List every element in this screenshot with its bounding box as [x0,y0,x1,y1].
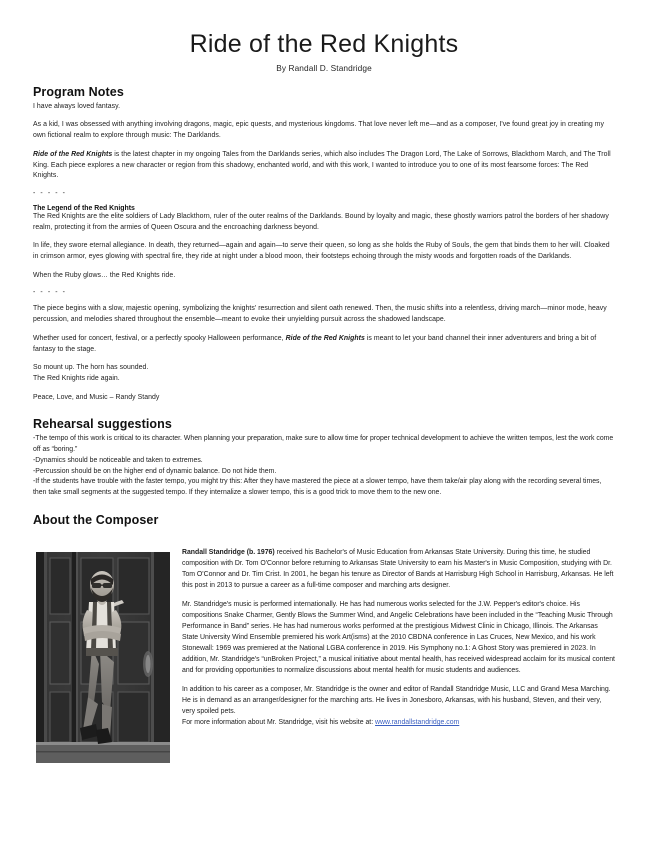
composer-section [33,533,615,729]
closing-line-1: So mount up. The horn has sounded. [33,364,149,372]
work-title-inline: Ride of the Red Knights [33,150,113,158]
composer-name-inline: Randall Standridge (b. 1976) [182,548,275,556]
legend-paragraph-2: In life, they swore eternal allegiance. In death, they returned—again and again—to serve their queen, so long as she holds the Ruby of Souls, the gem that binds them to her will. Cloaked in crimson armor, eyes glowing with spectral fire, they ride at night under a blood moon, their footsteps echoing through the misty woods and forgotten roads of the Darklands. [33,242,610,261]
composer-website-line [182,717,615,728]
list-item: -Dynamics should be noticeable and taken to extremes. [33,456,203,464]
program-notes-paragraph-2: As a kid, I was obsessed with anything involving dragons, magic, epic quests, and mysterious kingdoms. That love never left me—and as a composer, I've found great joy in creating my own fictional realm to explore through music: The Darklands. [33,121,604,140]
composer-biography [182,533,615,729]
document-content [33,0,615,728]
subheading-legend: The Legend of the Red Knights [33,204,135,212]
page-title: Ride of the Red Knights [189,30,459,58]
section-heading-about-composer: About the Composer [33,512,159,527]
paragraph-5-suffix: is meant to let your band channel their inner adventurers and bring a bit of fantasy to the stage. [33,334,597,353]
composer-website-link[interactable]: www.randallstandridge.com [375,719,460,727]
section-separator-1: - - - - - [33,189,67,197]
section-separator-2: - - - - - [33,289,67,297]
composer-paragraph-2: Mr. Standridge's music is performed internationally. He has had numerous works selected for the J.W. Pepper's editor's choice. His compositions Snake Charmer, Gently Blows the Summer Wind, and Angelic Celebrations have been included in the “Teaching Music Through Performance in Band” series. He has had numerous works performed at the prestigious Midwest Clinic in Chicago, Illinois. The Arkansas State University Wind Ensemble premiered his work Art(isms) at the 2010 CBDNA conference in Las Cruces, New Mexico, and his work Stonewall: 1969 was premiered at the National LGBA conference in 2019. His Symphony no.1: A Ghost Story was premiered in 2023. In addition, Mr. Standridge's “unBroken Project,” a musical initiative about mental health, has received widespread acclaim for its musical content and for providing opportunities to normalize discussions about mental health for music students and audiences. [182,600,615,675]
composer-portrait-photo [36,552,170,763]
composer-paragraph-1 [182,547,615,591]
program-notes-paragraph-1: I have always loved fantasy. [33,102,121,110]
rehearsal-suggestions-list [33,434,615,498]
list-item: -The tempo of this work is critical to its character. When planning your preparation, make sure to allow time for proper technical development to achieve the written tempos, lest the work come off as “boring.” [33,435,614,454]
section-heading-program-notes: Program Notes [33,84,124,99]
section-heading-rehearsal: Rehearsal suggestions [33,417,172,432]
program-notes-paragraph-4: The piece begins with a slow, majestic opening, symbolizing the knights' resurrection and silent oath renewed. Then, the music shifts into a relentless, driving march—minor mode, heavy percussion, and melodies shared throughout the ensemble—meant to evoke their unyielding pursuit across the shadowed landscape. [33,305,607,324]
legend-paragraph-1: The Red Knights are the elite soldiers of Lady Blackthorn, ruler of the outer realms of the Darklands. Bound by loyalty and magic, these ghostly warriors patrol the borders of her shadowy realm, protecting it from the armies of Queen Oscura and the encroaching darkness beyond. [33,212,609,231]
program-notes-paragraph-3 [33,150,615,182]
legend-paragraph-3: When the Ruby glows… the Red Knights ride. [33,271,176,279]
signoff: Peace, Love, and Music – Randy Standy [33,393,160,401]
byline: By Randall D. Standridge [276,62,372,73]
composer-paragraph-3: In addition to his career as a composer, Mr. Standridge is the owner and editor of Randall Standridge Music, LLC and Grand Mesa Marching. He is in demand as an arranger/designer for the marching arts. He lives in Jonesboro, Arkansas, with his husband, Steven, and their very, very spoiled pets. [182,686,611,716]
composer-paragraph-1-rest: received his Bachelor's of Music Education from Arkansas State University. During this time, he studied composition with Dr. Tom O'Connor before returning to Arkansas State University to earn his Master's in Music Composition, studying with Dr. Tom O'Connor and Dr. Tim Crist. In 2001, he began his tenure as Director of Bands at Harrisburg High School in Harrisburg, Arkansas. He left this post in 2013 to pursue a career as a full-time composer and marching arts designer. [182,548,614,589]
website-prefix-text: For more information about Mr. Standridge, visit his website at: [182,719,376,727]
list-item: -Percussion should be on the higher end of dynamic balance. Do not hide them. [33,467,277,475]
work-title-inline-2: Ride of the Red Knights [285,334,365,342]
program-notes-paragraph-3-rest: is the latest chapter in my ongoing Tales from the Darklands series, which also includes The Dragon Lord, The Lake of Sorrows, Blackthorn March, and The Troll King. Each piece explores a new character or region from this shadowy, enchanted world, and with this work, I wanted to introduce you to one of its most fearsome forces: The Red Knights. [33,150,611,180]
closing-line-2: The Red Knights ride again. [33,375,120,382]
paragraph-5-prefix: Whether used for concert, festival, or a perfectly spooky Halloween performance, [33,334,286,342]
program-notes-paragraph-5 [33,334,615,355]
list-item: -If the students have trouble with the faster tempo, you might try this: After they have mastered the piece at a slower tempo, have them take/air play along with the recording several times, then take small segments at the suggested tempo. If they internalize a slower tempo, this is a good trick to move them to the new one. [33,478,602,496]
